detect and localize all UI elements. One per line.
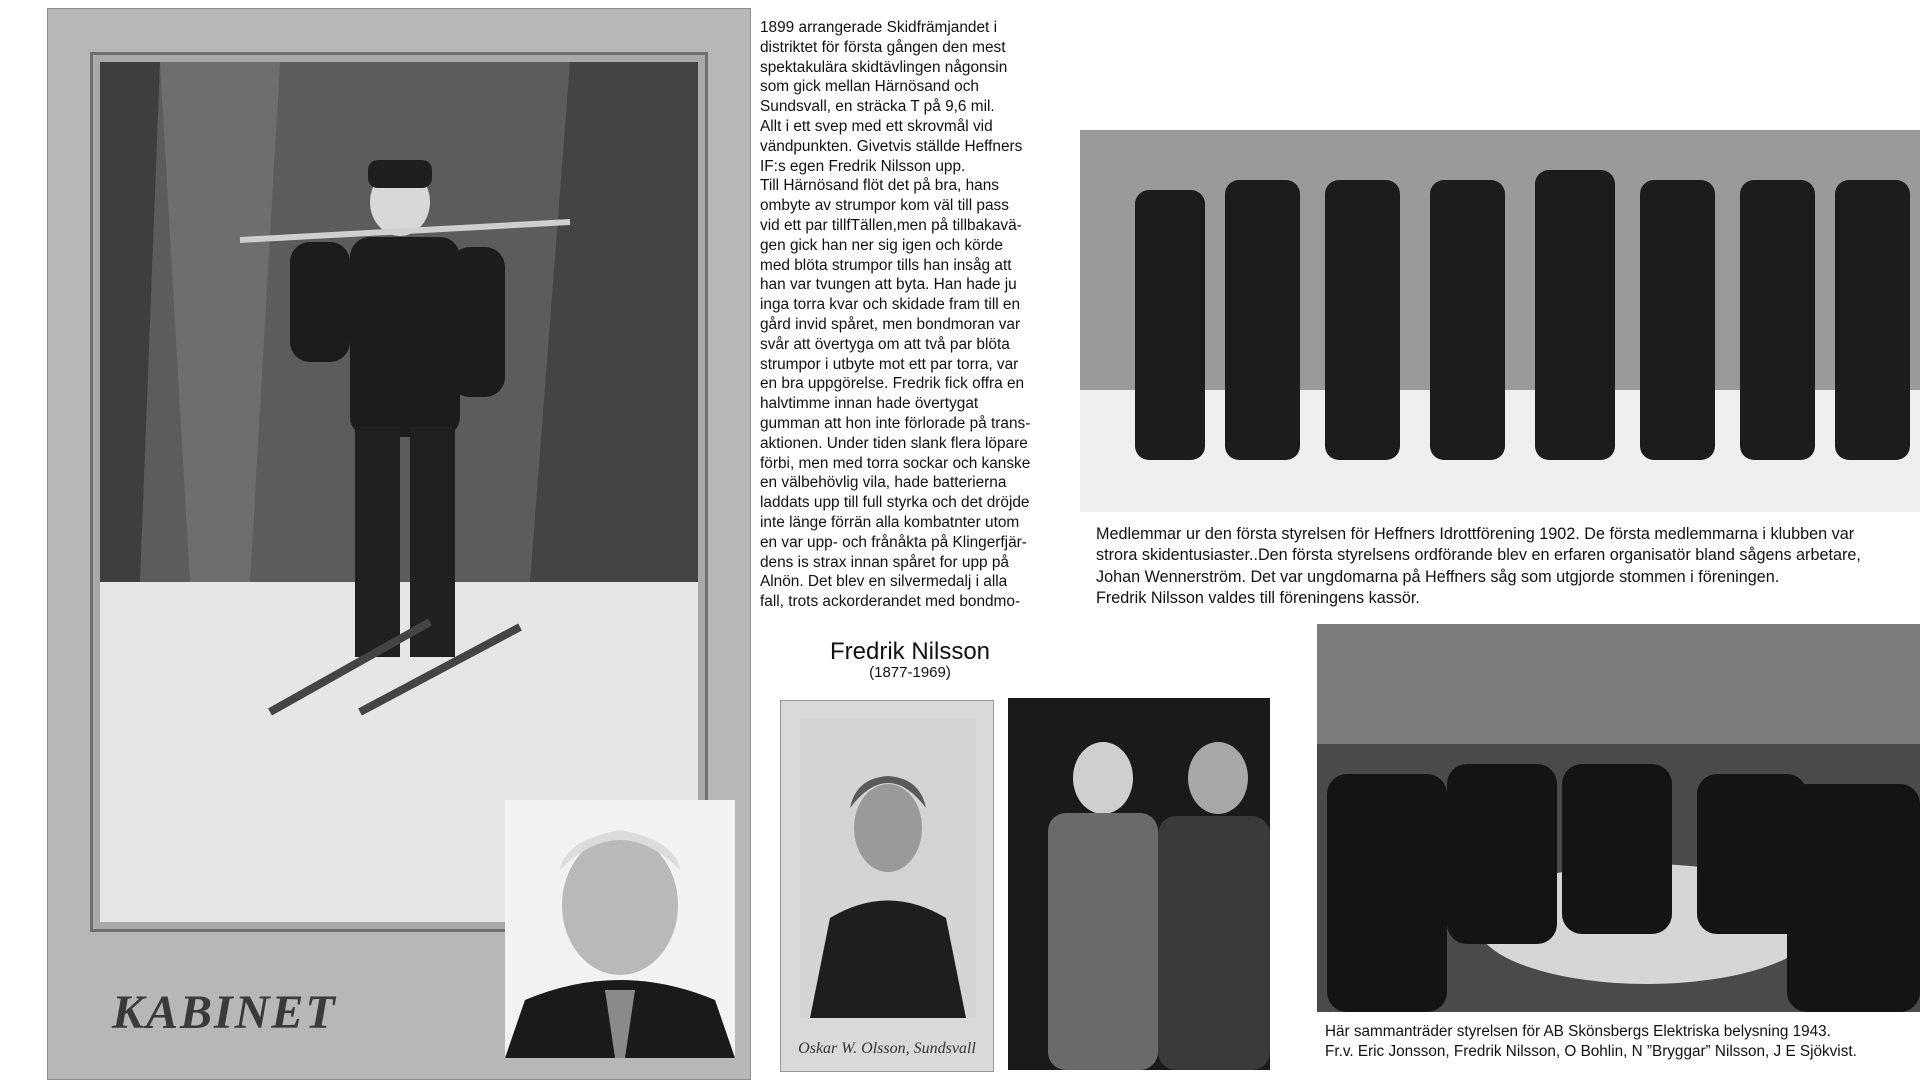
skier-photo <box>100 62 698 922</box>
portrait-years: (1877-1969) <box>869 664 951 681</box>
elderly-portrait-photo <box>505 800 735 1058</box>
meeting-photo-caption: Här sammanträder styrelsen för AB Skönsbergs Elektriska belysning 1943. Fr.v. Eric Jonsson, Fredrik Nilsson, O Bohlin, N ”Bryggar” Nilsson, J E Sjökvist. <box>1325 1023 1857 1060</box>
article-text: 1899 arrangerade Skidfrämjandet i distriktet för första gången den mest spektakulära skidtävlingen någonsin som gick mellan Härnösand och Sundsvall, en sträcka T på 9,6 mil. Allt i ett svep med ett skrovmål vid vändpunkten. Givetvis ställde Heffners IF:s egen Fredrik Nilsson upp. Till Härnösand flöt det på bra, hans ombyte av strumpor kom väl till pass vid ett par tillfTällen,men på tillbakavä- gen gick han ner sig igen och körde med blöta strumpor tills han insåg att han var tvungen att byta. Han hade ju inga torra kvar och skidade fram till en gård invid spåret, men bondmoran var svår att övertyga om att två par blöta strumpor i utbyte mot ett par torra, var en bra uppgörelse. Fredrik fick offra en halvtimme innan hade övertygat gumman att hon inte förlorade på trans- aktionen. Under tiden slank flera löpare förbi, men med torra sockar och kanske en välbehövlig vila, hade batterierna laddats upp till full styrka och det dröjde inte länge förrän alla kombatnter utom en var upp- och frånåkta på Klingerfjär- dens is strax innan spåret for upp på Alnön. Det blev en silvermedalj i alla fall, trots ackorderandet med bondmo- <box>760 19 1031 611</box>
young-portrait-photo <box>800 718 976 1018</box>
cabinet-logo-text: KABINET <box>112 986 337 1039</box>
award-ceremony-photo <box>1008 698 1270 1070</box>
board-meeting-photo <box>1317 624 1920 1012</box>
ski-team-photo <box>1080 0 1920 512</box>
portrait-name: Fredrik Nilsson <box>829 638 991 665</box>
team-photo-caption: Medlemmar ur den första styrelsen för Heffners Idrottförening 1902. De första medlemmarna i klubben var strora skidentusiaster..Den första styrelsens ordförande blev en erfaren organisatör bland sågens arbetare, Johan Wennerström. Det var ungdomarna på Heffners såg som utgjorde stommen i föreningen. Fredrik Nilsson valdes till föreningens kassör. <box>1096 525 1861 608</box>
young-card-imprint: Oskar W. Olsson, Sundsvall <box>798 1040 976 1057</box>
